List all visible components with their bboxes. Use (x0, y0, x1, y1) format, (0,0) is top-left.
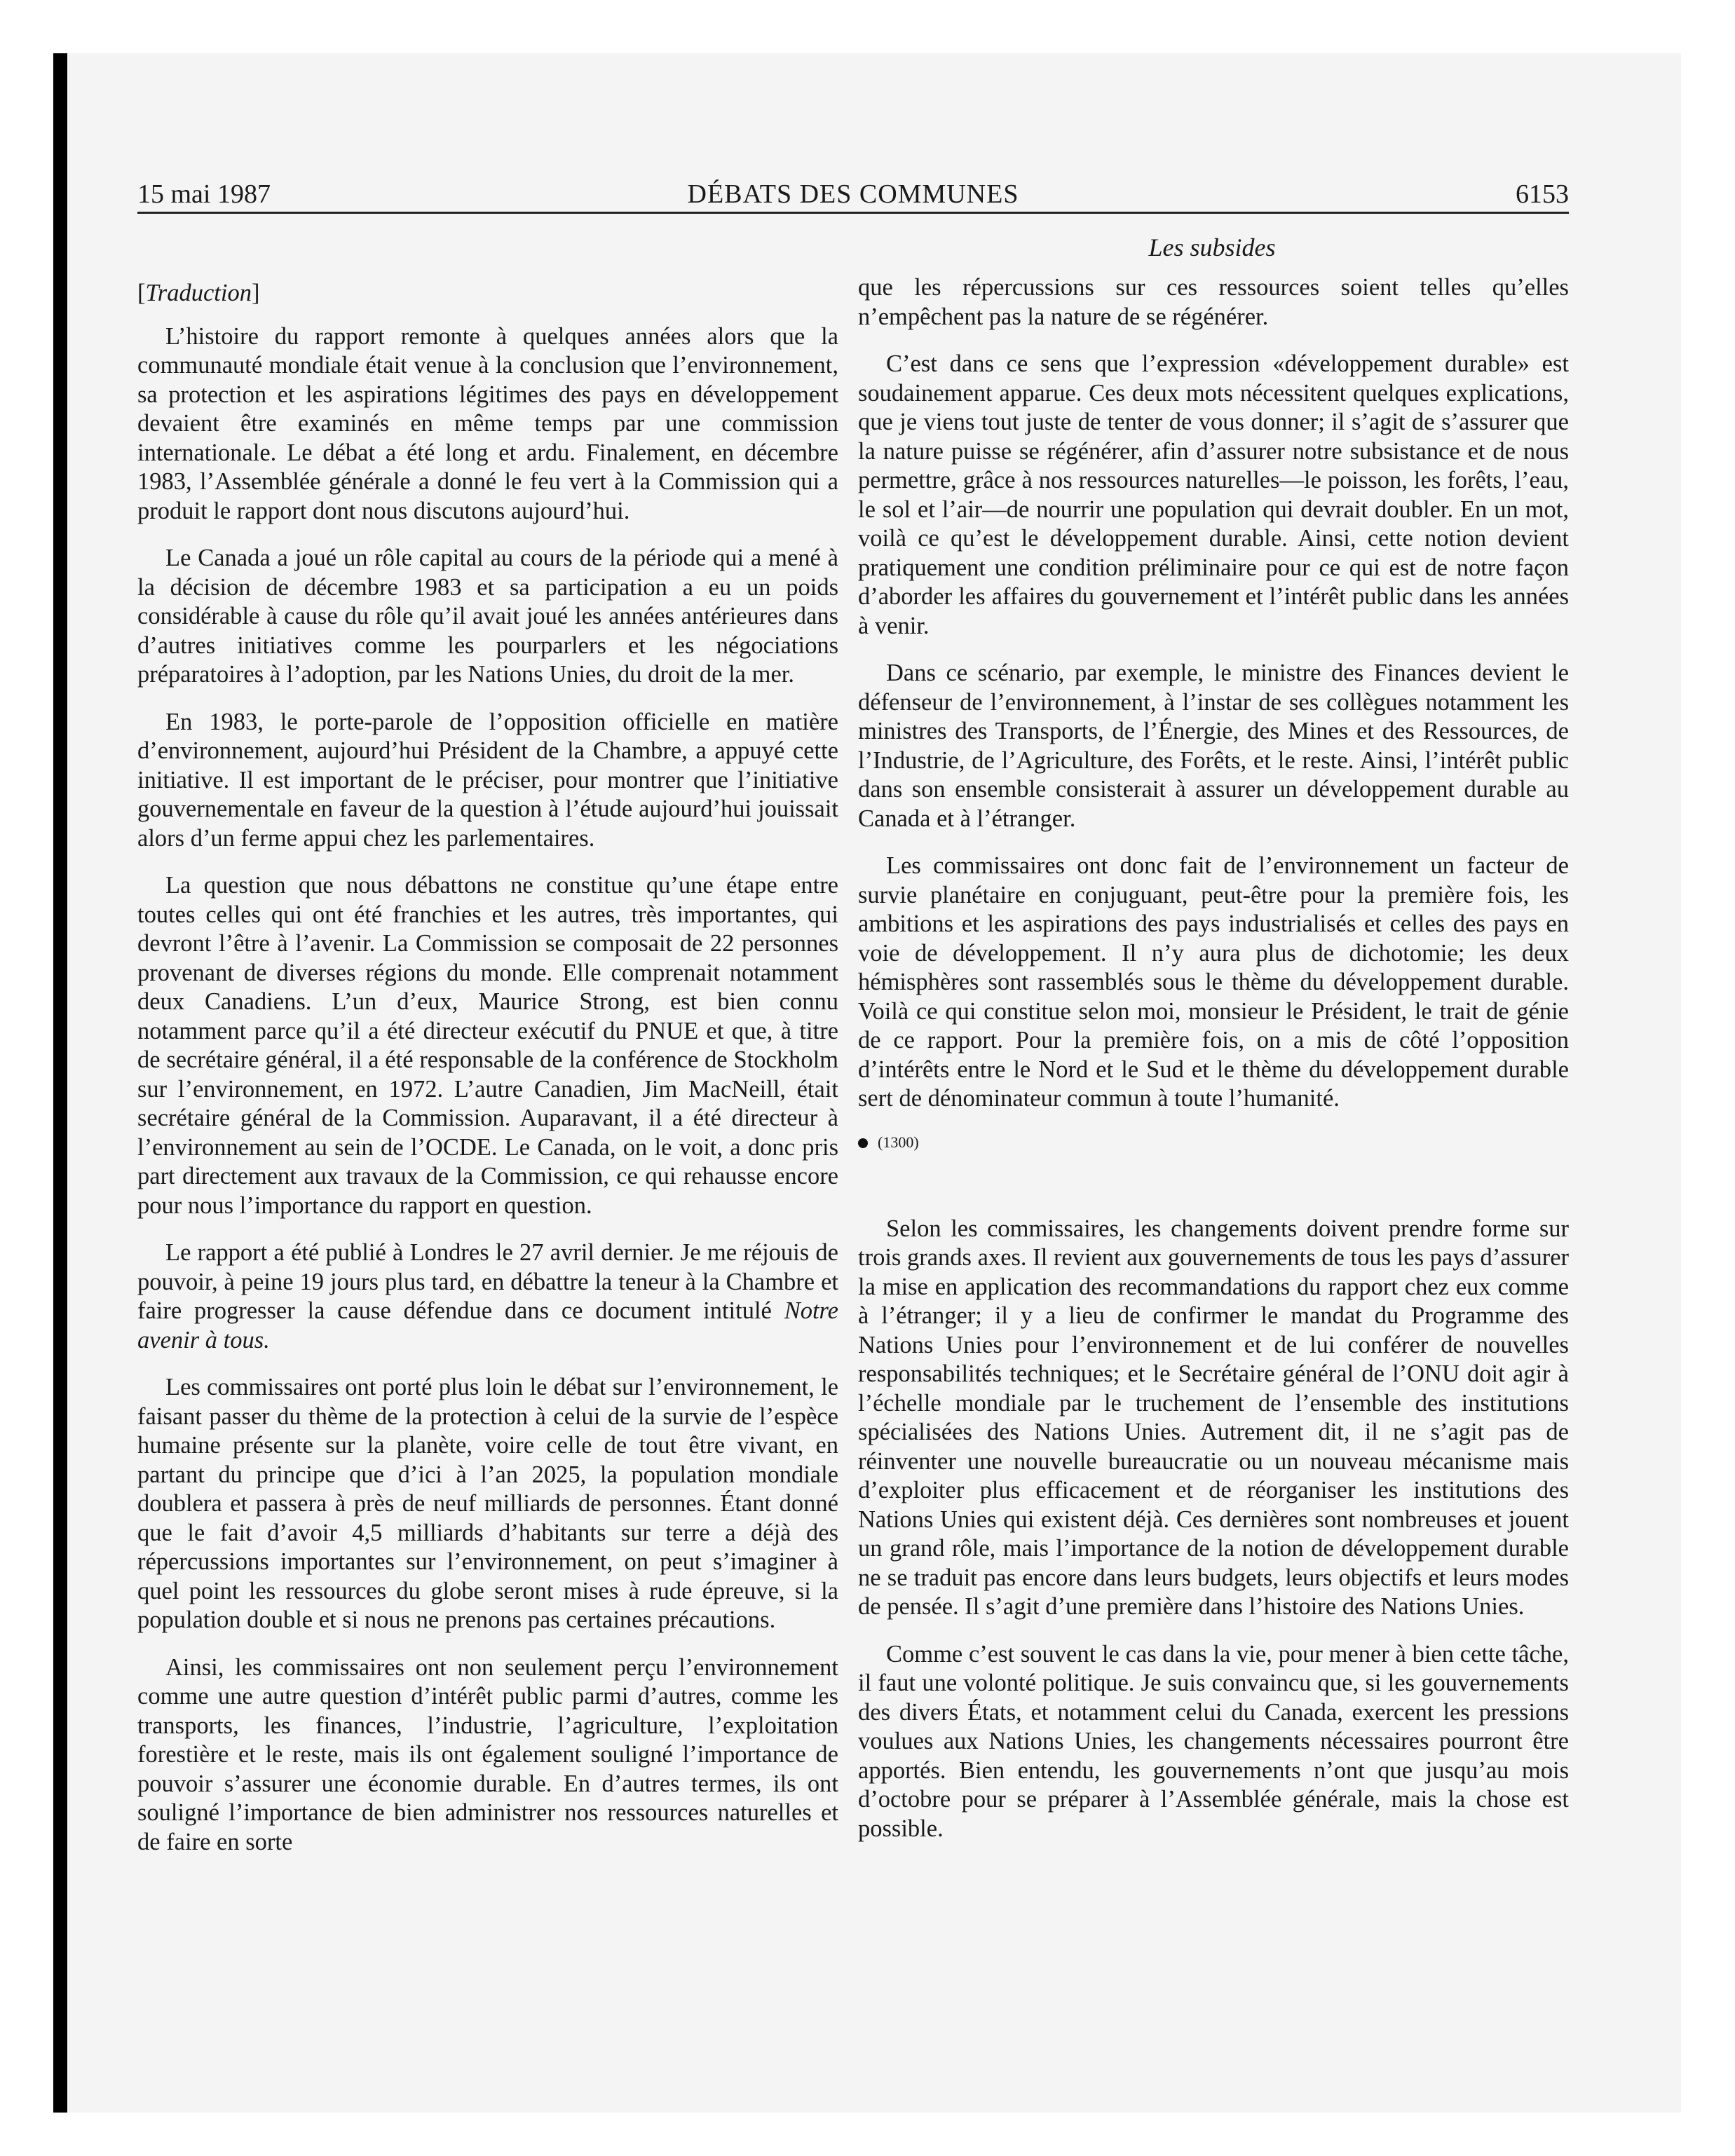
paragraph: Les commissaires ont donc fait de l’environnement un facteur de survie planétaire en conjuguant, peut-être pour la première fois, les ambitions et les aspirations des pays industrialisés et celles des pays en voie de développement. Il n’y aura plus de dichotomie; les deux hémisphères sont rassemblés sous le thème du développement durable. Voilà ce qui constitue selon moi, monsieur le Président, le trait de génie de ce rapport. Pour la première fois, on a mis de côté l’opposition d’intérêts entre le Nord et le Sud et le thème du développement durable sert de dénominateur commun à toute l’humanité. (858, 852, 1569, 1112)
report-title-italic: Notre avenir à tous. (137, 1297, 838, 1353)
paragraph: Ainsi, les commissaires ont non seulement perçu l’environnement comme une autre question d’intérêt public parmi d’autres, comme les transports, les finances, l’industrie, l’agriculture, l’exploitation forestière et le reste, mais ils ont également souligné l’importance de pouvoir s’assurer une économie durable. En d’autres termes, ils ont souligné l’importance de bien administrer nos ressources naturelles et de faire en sorte (137, 1653, 838, 1855)
bullet-icon (858, 1138, 868, 1148)
left-column (137, 279, 838, 1875)
traduction-open-bracket: [ (137, 280, 146, 306)
paragraph: En 1983, le porte-parole de l’opposition officielle en matière d’environnement, aujourd’hui Président de la Chambre, a appuyé cette initiative. Il est important de le préciser, pour montrer que l’initiative gouvernementale en faveur de la question à l’étude aujourd’hui jouissait alors d’un ferme appui chez les parlementaires. (137, 708, 838, 852)
paragraph: Les commissaires ont porté plus loin le débat sur l’environnement, le faisant passer du thème de la protection à celui de la survie de l’espèce humaine présente sur la planète, voire celle de tout être vivant, en partant du principe que d’ici à l’an 2025, la population mondiale doublera et passera à près de neuf milliards de personnes. Étant donné que le fait d’avoir 4,5 milliards d’habitants sur terre a déjà des répercussions importantes sur l’environnement, on peut s’imaginer à quel point les ressources du globe seront mises à rude épreuve, si la population double et si nous ne prenons pas certaines précautions. (137, 1374, 838, 1633)
traduction-close-bracket: ] (251, 280, 260, 306)
paragraph: Selon les commissaires, les changements doivent prendre forme sur trois grands axes. Il revient aux gouvernements de tous les pays d’assurer la mise en application des recommandations du rapport chez eux comme à l’étranger; il y a lieu de confirmer le mandat du Programme des Nations Unies pour l’environnement et de lui conférer de nouvelles responsabilités techniques; et le Secrétaire général de l’ONU doit agir à l’échelle mondiale par le truchement de l’ensemble des institutions spécialisées des Nations Unies. Autrement dit, il ne s’agit pas de réinventer une nouvelle bureaucratie ou un nouveau mécanisme mais d’exploiter plus efficacement et de réorganiser les institutions des Nations Unies qui existent déjà. Ces dernières sont nombreuses et jouent un grand rôle, mais l’importance de la notion de développement durable ne se traduit pas encore dans leurs budgets, leurs objectifs et leurs modes de pensée. Il s’agit d’une première dans l’histoire des Nations Unies. (858, 1215, 1569, 1620)
paragraph: Dans ce scénario, par exemple, le ministre des Finances devient le défenseur de l’environnement, à l’instar de ses collègues notamment les ministres des Transports, de l’Énergie, des Mines et des Ressources, de l’Industrie, de l’Agriculture, des Forêts, et le reste. Ainsi, l’intérêt public dans son ensemble consisterait à assurer un développement durable au Canada et à l’étranger. (858, 660, 1569, 832)
time-marker (858, 1132, 1569, 1153)
paragraph: C’est dans ce sens que l’expression «développement durable» est soudainement apparue. Ces deux mots nécessitent quelques explications, que je viens tout juste de tenter de vous donner; il s’agit de s’assurer que la nature puisse se régénérer, afin d’assurer notre subsistance et de nous permettre, grâce à nos ressources naturelles—le poisson, les forêts, l’eau, le sol et l’air—de nourrir une population qui devrait doubler. En un mot, voilà ce qu’est le développement durable. Ainsi, cette notion devient pratiquement une condition préliminaire pour ce qui est de notre façon d’aborder les affaires du gouvernement et l’intérêt public dans les années à venir. (858, 350, 1569, 639)
paragraph: Le Canada a joué un rôle capital au cours de la période qui a mené à la décision de décembre 1983 et sa participation a eu un poids considérable à cause du rôle qu’il avait joué les années antérieures dans d’autres initiatives comme les pourparlers et les négociations préparatoires à l’adoption, par les Nations Unies, du droit de la mer. (137, 545, 838, 688)
page-header (137, 177, 1569, 214)
header-title: DÉBATS DES COMMUNES (687, 179, 1019, 209)
paragraph: que les répercussions sur ces ressources soient telles qu’elles n’empêchent pas la nature de se régénérer. (858, 274, 1569, 330)
paragraph (137, 1239, 838, 1355)
time-marker-text: (1300) (878, 1133, 919, 1151)
paragraph-text: Le rapport a été publié à Londres le 27 avril dernier. Je me réjouis de pouvoir, à peine 19 jours plus tard, en débattre la teneur à la Chambre et faire progresser la cause défendue dans ce document intitulé (137, 1239, 838, 1324)
traduction-label (137, 279, 838, 308)
paragraph: L’histoire du rapport remonte à quelques années alors que la communauté mondiale était venue à la conclusion que l’environnement, sa protection et les aspirations légitimes des pays en développement devaient être examinés en même temps par une commission internationale. Le débat a été long et ardu. Finalement, en décembre 1983, l’Assemblée générale a donné le feu vert à la Commission qui a produit le rapport dont nous discutons aujourd’hui. (137, 322, 838, 524)
header-date: 15 mai 1987 (137, 179, 271, 209)
traduction-word: Traduction (145, 280, 252, 306)
scan-edge-bar (53, 53, 67, 2113)
paragraph: La question que nous débattons ne constitue qu’une étape entre toutes celles qui ont été franchies et les autres, très importantes, qui devront l’être à l’avenir. La Commission se composait de 22 personnes provenant de diverses régions du monde. Elle comprenait notamment deux Canadiens. L’un d’eux, Maurice Strong, est bien connu notamment parce qu’il a été directeur exécutif du PNUE et que, à titre de secrétaire général, il a été responsable de la conférence de Stockholm sur l’environnement, en 1972. L’autre Canadien, Jim MacNeill, était secrétaire général de la Commission. Auparavant, il a été directeur à l’environnement au sein de l’OCDE. Le Canada, on le voit, a donc pris part directement aux travaux de la Commission, ce qui rehausse encore pour nous l’importance du rapport en question. (137, 872, 838, 1219)
header-page-number: 6153 (1516, 179, 1569, 209)
right-column (858, 273, 1569, 1862)
paragraph: Comme c’est souvent le cas dans la vie, pour mener à bien cette tâche, il faut une volonté politique. Je suis convaincu que, si les gouvernements des divers États, et notamment celui du Canada, exercent les pressions voulues aux Nations Unies, les changements nécessaires pourront être apportés. Bien entendu, les gouvernements n’ont que jusqu’au mois d’octobre pour se préparer à l’Assemblée générale, mais la chose est possible. (858, 1640, 1569, 1842)
section-title: Les subsides (1148, 233, 1276, 261)
